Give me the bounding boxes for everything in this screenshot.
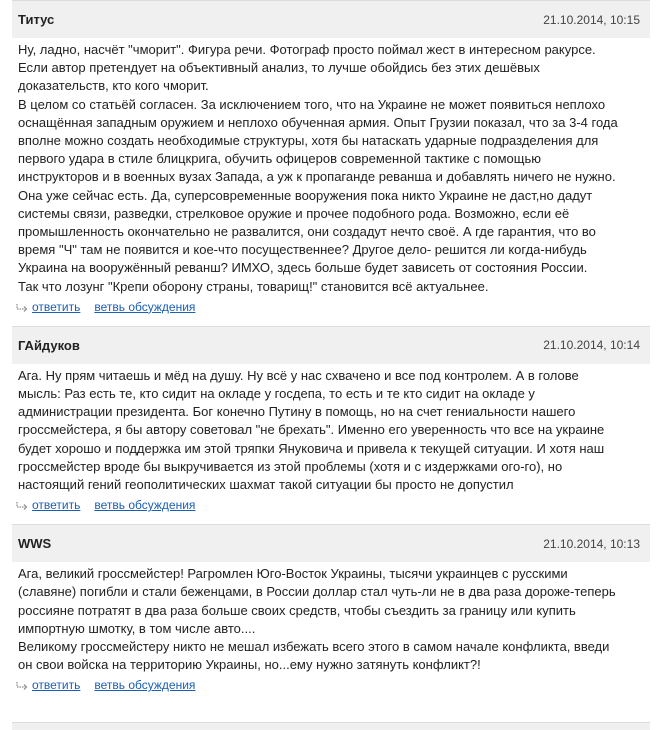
comment-date: 21.10.2014, 10:14 — [543, 338, 640, 353]
reply-arrow-icon — [16, 501, 28, 511]
reply-link[interactable]: ответить — [32, 498, 81, 513]
reply-link[interactable]: ответить — [32, 299, 81, 314]
reply-link[interactable]: ответить — [32, 678, 81, 693]
reply-arrow-icon — [16, 303, 28, 313]
comment-author: WWS — [18, 536, 52, 552]
comment-header — [12, 0, 650, 38]
comment-actions — [12, 494, 650, 524]
reply-arrow-icon — [16, 681, 28, 691]
comment-text: Ну, ладно, насчёт "чморит". Фигура речи. Фотограф просто поймал жест в интересном ракурсе. Если автор претендует на объективный анализ, то лучше обойдись без этих дешёвых доказательств, кто кого чморит. В целом со статьёй согласен. За исключением того, что на Украине не может появиться неплохо оснащённая западным оружием и неплохо обученная армия. Опыт Грузии показал, что за 3-4 года вполне можно создать необходимые структуры, хотя бы натаскать ударные подразделения для первого удара в стиле блицкрига, обучить офицеров современной тактике с помощью инструкторов и в военных вузах Запада, а уж к пропаганде реванша и добавлять ничего не нужно. Она уже сейчас есть. Да, суперсовременные вооружения пока никто Украине не даст,но дадут системы связи, разведки, стрелковое оружие и прочее подобного рода. Возможно, если её промышленность окончательно не развалится, они создадут нечто своё. А где гарантия, что во время "Ч" там не появится и кое-что посущественнее? Другое дело- решится ли когда-нибудь Украина на вооружённый реванш? ИМХО, здесь больше будет зависеть от состояния России. Так что лозунг "Крепи оборону страны, товарищ!" становится всё актуальнее. — [18, 42, 618, 294]
comment — [12, 326, 650, 524]
comment-actions — [12, 296, 650, 326]
comment-author: ГАйдуков — [18, 337, 80, 353]
comment-header — [12, 326, 650, 364]
comment — [12, 0, 650, 326]
comment-date: 21.10.2014, 10:13 — [543, 536, 640, 551]
comment-date: 21.10.2014, 10:15 — [543, 12, 640, 27]
thread-link[interactable]: ветвь обсуждения — [94, 498, 196, 513]
comment-author: Титус — [18, 12, 55, 27]
comment — [12, 524, 650, 704]
comment-text: Ага. Ну прям читаешь и мёд на душу. Ну всё у нас схвачено и все под контролем. А в голове мысль: Раз есть те, кто сидит на окладе у госдепа, то есть и те кто сидит на окладе у администрации президента. Бог конечно Путину в помощь, но на счет гениальности нашего гроссмейстера, я бы автору советовал "не брехать". Именно его уверенность что все на украине будет хорошо и поддержка им этой тряпки Януковича и привела к текущей ситуации. И хотя наш гроссмейстер вроде бы выкручивается из этой проблемы (хотя и с издержками ого-го), но настоящий гений геополитических шахмат такой ситуации бы просто не допустил — [18, 367, 605, 493]
thread-link[interactable]: ветвь обсуждения — [94, 299, 196, 314]
comment-text: Ага, великий гроссмейстер! Рагромлен Юго-Восток Украины, тысячи украинцев с русскими (славяне) погибли и стали беженцами, в России доллар стал чуть-ли не в два раза дороже-теперь россияне потратят в два раза больше своих средств, чтобы съездить за границу или купить импортную шмотку, в том числе авто.... Великому гроссмейстеру никто не мешал избежать всего этого в самом начале конфликта, введи он свои войска на территорию Украины, но...ему нужно затянуть конфликт?! — [18, 566, 616, 673]
thread-link[interactable]: ветвь обсуждения — [94, 678, 196, 693]
comment-actions — [12, 674, 650, 704]
comments-list — [12, 0, 650, 704]
comment-header — [12, 524, 650, 562]
